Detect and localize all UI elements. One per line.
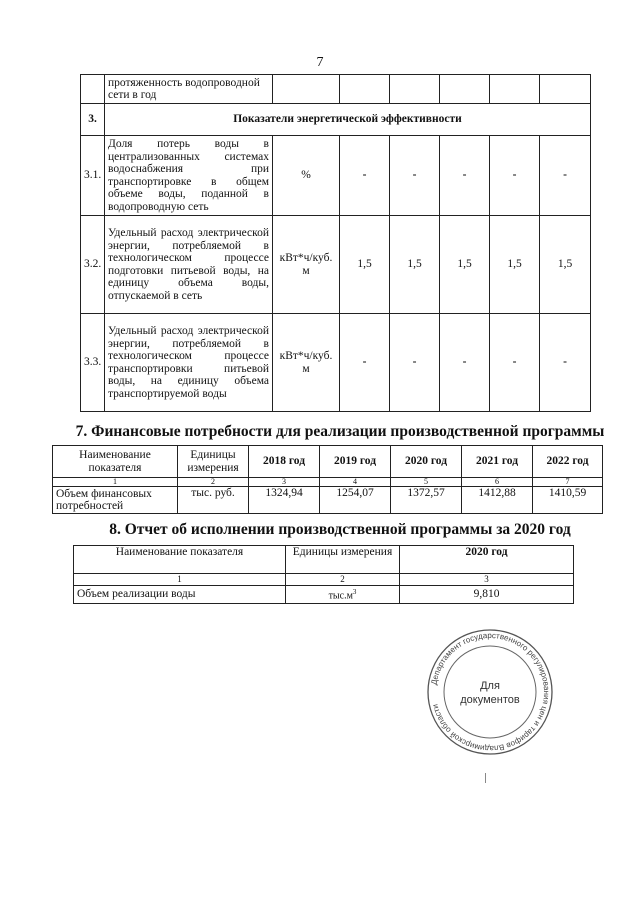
value-cell: -: [540, 136, 591, 216]
indicator-name: Удельный расход электрической энергии, потребляемой в технологическом процессе подготовки питьевой воды, на единицу объема воды, отпускаемой в сеть: [105, 216, 273, 314]
section-8-title: 8. Отчет об исполнении производственной программы за 2020 год: [109, 521, 571, 538]
value-cell: 1254,07: [320, 487, 391, 514]
table-row: [81, 216, 591, 314]
value-cell: -: [440, 136, 490, 216]
section-row: [81, 104, 591, 136]
section-7-title: 7. Финансовые потребности для реализации производственной программы: [75, 423, 605, 440]
indicator-name: Удельный расход электрической энергии, потребляемой в технологическом процессе транспортировки питьевой воды, на единицу объема транспортируемой воды: [105, 314, 273, 412]
column-number-row: [74, 574, 574, 586]
header-row: [53, 446, 603, 478]
indicators-table: [80, 74, 591, 412]
column-number: 1: [74, 574, 286, 586]
section-number: 3.: [81, 104, 105, 136]
page-number: 7: [316, 55, 324, 70]
column-number: 2: [178, 478, 249, 487]
header-row: [74, 546, 574, 574]
value-cell: 1,5: [390, 216, 440, 314]
column-header: 2021 год: [462, 446, 533, 478]
table-row: [74, 586, 574, 604]
row-number: 3.2.: [81, 216, 105, 314]
column-number: 5: [391, 478, 462, 487]
stamp-ring-text: Департамент государственного регулирования цен и тарифов Владимирской области: [429, 630, 552, 754]
value-cell: -: [390, 136, 440, 216]
stamp-line-1: Для: [480, 680, 500, 692]
unit-cell: $тыс.м^3$: [286, 586, 400, 604]
section-heading: Показатели энергетической эффективности: [105, 104, 591, 136]
column-header: 2020 год: [391, 446, 462, 478]
column-header: 2022 год: [533, 446, 603, 478]
value-cell: -: [490, 314, 540, 412]
column-number: 1: [53, 478, 178, 487]
column-header: 2018 год: [249, 446, 320, 478]
stamp-seal: [425, 627, 555, 757]
unit-cell: кВт*ч/куб. м: [273, 314, 340, 412]
column-number-row: [53, 478, 603, 487]
row-number: 3.1.: [81, 136, 105, 216]
column-number: 7: [533, 478, 603, 487]
value-cell: 1410,59: [533, 487, 603, 514]
column-number: 2: [286, 574, 400, 586]
column-header: Наименование показателя: [53, 446, 178, 478]
stamp-line-2: документов: [460, 694, 520, 706]
column-header: Единицы измерения: [178, 446, 249, 478]
table-row: [81, 314, 591, 412]
unit-cell: кВт*ч/куб. м: [273, 216, 340, 314]
column-number: 3: [400, 574, 574, 586]
table-row: [53, 487, 603, 514]
execution-report-table: [73, 545, 574, 604]
value-cell: 1,5: [440, 216, 490, 314]
value-cell: 1,5: [540, 216, 591, 314]
scan-mark: [485, 773, 490, 783]
column-number: 4: [320, 478, 391, 487]
indicator-name: Доля потерь воды в централизованных системах водоснабжения при транспортировке в общем объеме воды, поданной в водопроводную сеть: [105, 136, 273, 216]
column-number: 3: [249, 478, 320, 487]
value-cell: -: [490, 136, 540, 216]
value-cell: -: [540, 314, 591, 412]
financial-needs-table: [52, 445, 603, 514]
value-cell: 1,5: [340, 216, 390, 314]
column-header: Единицы измерения: [286, 546, 400, 574]
column-number: 6: [462, 478, 533, 487]
indicator-name: Объем финансовых потребностей: [53, 487, 178, 514]
column-header: 2019 год: [320, 446, 391, 478]
table-row: [81, 136, 591, 216]
unit-cell: тыс. руб.: [178, 487, 249, 514]
value-cell: 1,5: [490, 216, 540, 314]
indicator-name: Объем реализации воды: [74, 586, 286, 604]
value-cell: -: [340, 314, 390, 412]
unit-cell: %: [273, 136, 340, 216]
column-header: 2020 год: [400, 546, 574, 574]
row-number: 3.3.: [81, 314, 105, 412]
value-cell: -: [390, 314, 440, 412]
value-cell: 1412,88: [462, 487, 533, 514]
value-cell: 9,810: [400, 586, 574, 604]
indicator-name: протяженность водопроводной сети в год: [105, 75, 273, 104]
value-cell: -: [440, 314, 490, 412]
value-cell: -: [340, 136, 390, 216]
table-row: [81, 75, 591, 104]
column-header: Наименование показателя: [74, 546, 286, 574]
value-cell: 1324,94: [249, 487, 320, 514]
value-cell: 1372,57: [391, 487, 462, 514]
